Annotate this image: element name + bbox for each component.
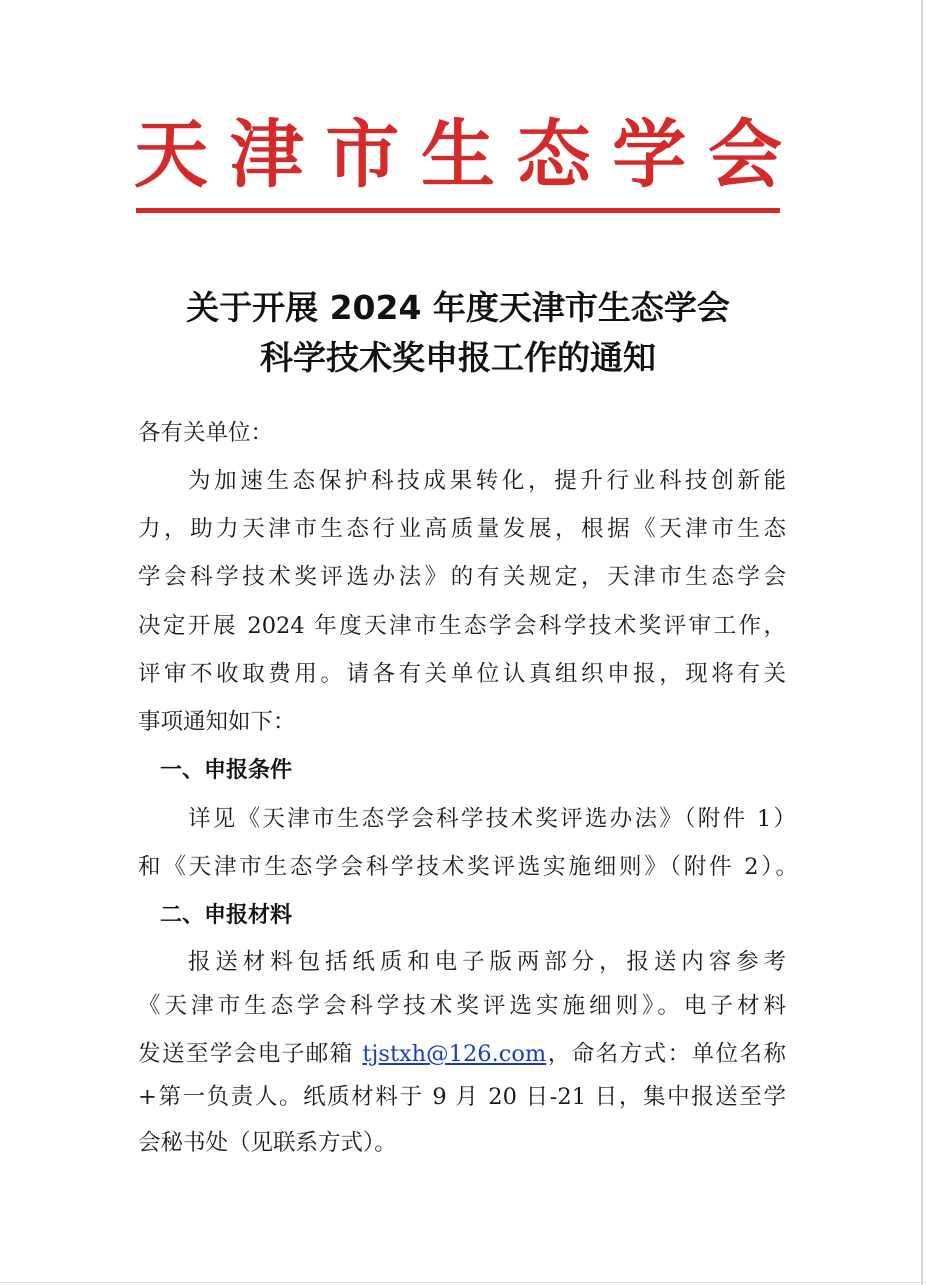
masthead-char: 天 [134, 112, 208, 198]
masthead-char: 市 [325, 112, 400, 198]
document-title-line-1: 关于开展 2024 年度天津市生态学会 [186, 288, 730, 327]
masthead-char: 生 [420, 112, 495, 198]
document-title-line-2: 科学技术奖申报工作的通知 [260, 338, 656, 377]
section-heading-materials: 二、申报材料 [160, 903, 293, 928]
intro-line: 为加速生态保护科技成果转化，提升行业科技创新能 [188, 468, 786, 494]
section2-line: +第一负责人。纸质材料于 9 月 20 日-21 日，集中报送至学 [138, 1084, 786, 1110]
masthead-org-name [134, 112, 782, 198]
page-edge-divider [921, 0, 923, 1285]
masthead-red-rule [136, 208, 780, 213]
intro-line: 决定开展 2024 年度天津市生态学会科学技术奖评审工作， [138, 613, 786, 639]
section1-line: 详见《天津市生态学会科学技术奖评选办法》（附件 1） [188, 806, 796, 832]
intro-line: 学会科学技术奖评选办法》的有关规定，天津市生态学会 [138, 564, 786, 590]
email-prefix-text: 发送至学会电子邮箱 [138, 1041, 363, 1067]
intro-line: 事项通知如下： [138, 709, 296, 735]
intro-line: 力，助力天津市生态行业高质量发展，根据《天津市生态 [138, 516, 786, 542]
section2-line: 会秘书处（见联系方式）。 [138, 1130, 397, 1156]
email-link[interactable]: tjstxh@126.com [362, 1041, 547, 1067]
masthead-char: 津 [229, 112, 304, 198]
section1-line: 和《天津市生态学会科学技术奖评选实施细则》（附件 2）。 [138, 854, 798, 880]
section2-line: 《天津市生态学会科学技术奖评选实施细则》。电子材料 [138, 993, 786, 1019]
salutation: 各有关单位： [138, 420, 274, 446]
page-bottom-divider [0, 1282, 926, 1283]
section-heading-conditions: 一、申报条件 [160, 758, 293, 783]
masthead-char: 会 [707, 112, 782, 198]
section2-line-email [138, 1037, 786, 1071]
section2-line: 报送材料包括纸质和电子版两部分，报送内容参考 [188, 949, 786, 975]
email-suffix-text: ，命名方式：单位名称 [546, 1041, 786, 1067]
masthead-char: 态 [516, 112, 591, 198]
masthead-char: 学 [612, 112, 687, 198]
intro-line: 评审不收取费用。请各有关单位认真组织申报，现将有关 [138, 661, 786, 687]
